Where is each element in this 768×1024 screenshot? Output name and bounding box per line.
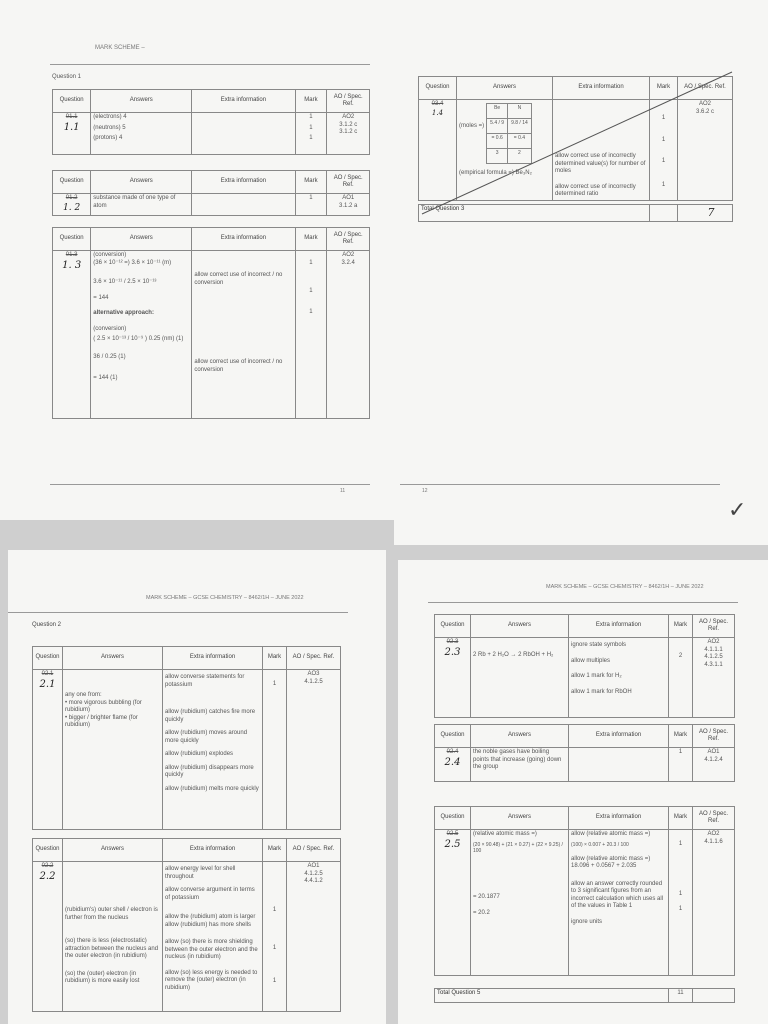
- footer-rule: [400, 484, 720, 485]
- question-heading: Question 1: [52, 74, 82, 80]
- table-q2-5: Question Answers Extra information Mark AO / Spec. Ref. 02.5 2.5 (relative atomic mass =) (20 × 90.48) + (21 × 0.27) + (22 × 9.25) / 100 = 20.1877 = 20.2 allow (relative atomic mass =) (100) × 0.007 + 20.3 / 100 allow (relative atomic mass =) 18.096 + 0.0567 + 2.035 allow an answer correctly rounded to 3 significant figures from an incorrect calculation which uses all of the values in Table 1 ignore units 1 1 1 AO2 4.1.1.6: [434, 806, 735, 976]
- table-q1-3: Question Answers Extra information Mark AO / Spec. Ref. 01.3 1. 3 (conversion) (36 × 10⁻¹² =) 3.6 × 10⁻¹¹ (m) 3.6 × 10⁻¹¹ / 2.5 × 10⁻¹³ = 144 alternative approach: (conversion) ( 2.5 × 10⁻¹³ / 10⁻⁹ ) 0.25 (nm) (1) 36 / 0.25 (1) = 144 (1) allow correct use of incorrect / no conversion allow correct use of incorrect / no conversion 1 1 1 AO2 3.2.4: [52, 227, 370, 419]
- page-top-left: [0, 0, 394, 520]
- page-number: 12: [422, 488, 428, 494]
- strike-line: [394, 0, 768, 545]
- table-q3-4: Question Answers Extra information Mark AO / Spec. Ref. 03.4 1.4 (moles =) Be N 5.4 / 9 9.8 / 14 = 0.6 = 0.4 3 2 (empirical formula =) Be₃N₂ allow correct use of incorrectly determined value(s) for number of moles allow correct use of incorrectly determined ratio 1 1 1 1 AO2 3.6.2 c: [418, 76, 733, 201]
- page-bottom-right: [398, 560, 768, 1024]
- table-q1-2: Question Answers Extra information Mark AO / Spec. Ref. 01.2 1. 2 substance made of one type of atom 1 AO1 3.1.2 a: [52, 170, 370, 216]
- table-q2-4: Question Answers Extra information Mark AO / Spec. Ref. 02.4 2.4 the noble gases have boiling points that increase (going) down the group 1 AO1 4.1.2.4: [434, 724, 735, 782]
- header-rule: [8, 612, 348, 613]
- page-header: MARK SCHEME – GCSE CHEMISTRY – 8462/1H – JUNE 2022: [146, 595, 304, 601]
- moles-table: Be N 5.4 / 9 9.8 / 14 = 0.6 = 0.4 3 2: [486, 103, 532, 164]
- table-q2-3: Question Answers Extra information Mark AO / Spec. Ref. 02.3 2.3 2 Rb + 2 H₂O → 2 RbOH + H₂ ignore state symbols allow multiples allow 1 mark for H₂ allow 1 mark for RbOH 2 AO2 4.1.1.1 4.1.2.5 4.3.1.1: [434, 614, 735, 718]
- page-number: 11: [340, 488, 346, 494]
- header-rule: [428, 602, 738, 603]
- page-bottom-left: [8, 550, 386, 1024]
- question-heading: Question 2: [32, 622, 62, 628]
- footer-rule: [50, 484, 370, 485]
- tick-mark: ✓: [728, 498, 747, 523]
- table-q1-1: Question Answers Extra information Mark AO / Spec. Ref. 01.1 1.1 (electrons) 4 (neutrons) 5 (protons) 4 1 1 1 AO2 3.1.2 c 3.1.2 c: [52, 89, 370, 155]
- table-total-q3: Total Question 3 7: [418, 204, 733, 222]
- table-q2-2: Question Answers Extra information Mark AO / Spec. Ref. 02.2 2.2 (rubidium's) outer shell / electron is further from the nucleus (so) there is less (electrostatic) attraction between the nucleus and the outer electron (in rubidium) (so) the (outer) electron (in rubidium) is more easily lost allow energy level for shell throughout allow converse argument in terms of potassium allow the (rubidium) atom is larger allow (rubidium) has more shells allow (so) there is more shielding between the outer electron and the nucleus (in rubidium) allow (so) less energy is needed to remove the (outer) electron (in rubidium) 1 1 1 AO1 4.1.2.5 4.4.1.2: [32, 838, 341, 1012]
- page-header: MARK SCHEME –: [95, 45, 145, 51]
- table-total-q5: Total Question 5 11: [434, 988, 735, 1003]
- table-q2-1: Question Answers Extra information Mark AO / Spec. Ref. 02.1 2.1 any one from: • more vigorous bubbling (for rubidium) • bigger / brighter flame (for rubidium) allow converse statements for potassium allow (rubidium) catches fire more quickly allow (rubidium) moves around more quickly allow (rubidium) explodes allow (rubidium) disappears more quickly allow (rubidium) melts more quickly 1 AO3 4.1.2.5: [32, 646, 341, 830]
- page-header: MARK SCHEME – GCSE CHEMISTRY – 8462/1H – JUNE 2022: [546, 584, 704, 590]
- page-top-right: [394, 0, 768, 545]
- header-rule: [50, 64, 370, 65]
